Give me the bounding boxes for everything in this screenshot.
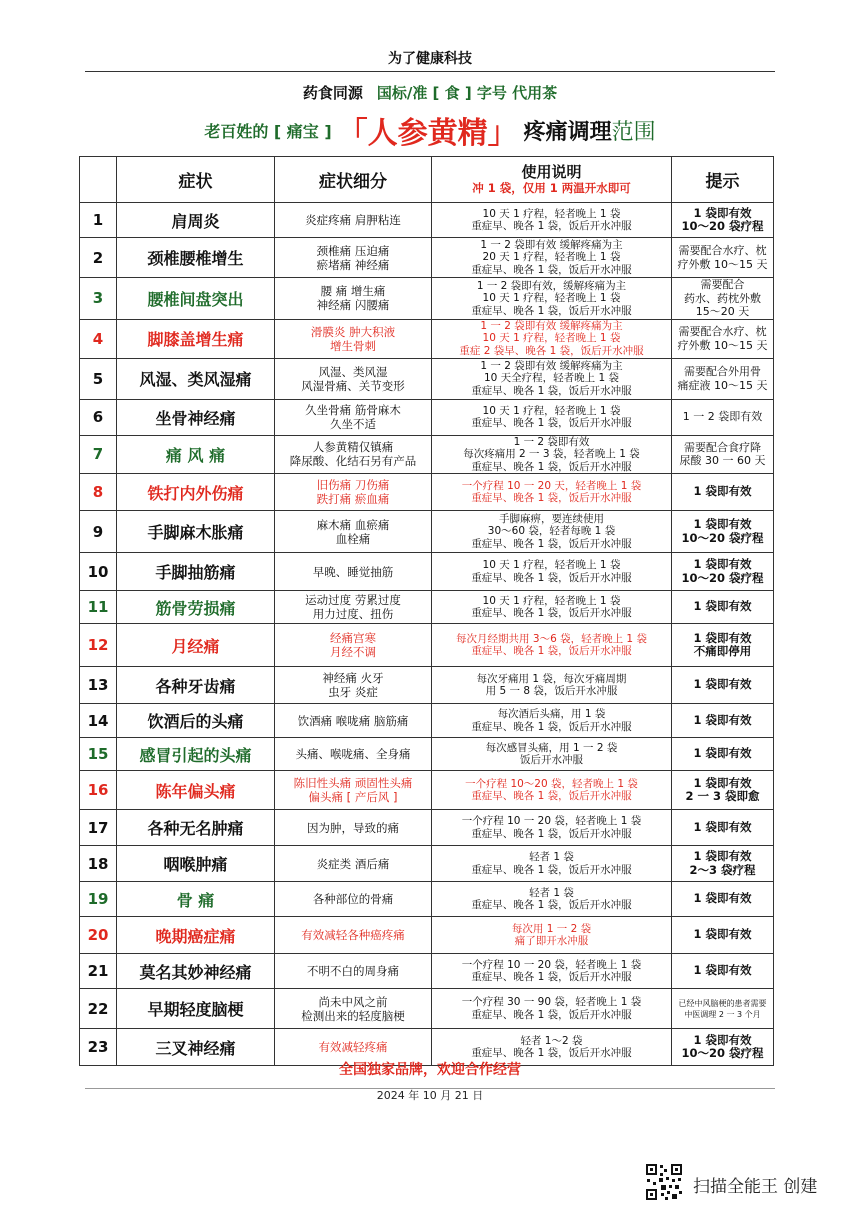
- usage-cell: [432, 435, 672, 474]
- tip-cell-line: 尿酸 30 一 60 天: [679, 454, 766, 468]
- subheading: [0, 82, 860, 103]
- usage-cell-line: 重症早、晚各 1 袋，饭后开水冲服: [471, 720, 632, 733]
- usage-cell-line: 手脚麻痹，要连续使用: [499, 512, 604, 525]
- symptom-cell: 各种牙齿痛: [117, 667, 275, 704]
- symptom-detail-cell-line: 早晚、睡觉抽筋: [312, 564, 394, 579]
- table-row: [80, 846, 774, 882]
- header-symptom: 症状: [117, 157, 275, 203]
- symptom-cell: 筋骨劳损痛: [117, 591, 275, 624]
- usage-cell: [432, 738, 672, 771]
- symptom-detail-cell: [275, 989, 432, 1029]
- tip-cell-line: 10～20 袋疗程: [681, 219, 764, 233]
- symptom-detail-cell-line: 神经痛 火牙: [322, 671, 384, 685]
- table-row: [80, 738, 774, 771]
- usage-cell-line: 轻者 1～2 袋: [520, 1034, 583, 1047]
- symptom-cell: 手脚抽筋痛: [117, 553, 275, 591]
- symptom-detail-cell-line: 有效减轻各种癌疼痛: [301, 928, 405, 942]
- tip-cell: [672, 771, 774, 810]
- qr-code-icon: [645, 1163, 683, 1201]
- usage-cell: [432, 203, 672, 238]
- row-number: 14: [80, 704, 117, 738]
- usage-cell-line: 10 天 1 疗程，轻者晚上 1 袋: [482, 559, 621, 571]
- tip-cell: [672, 203, 774, 238]
- table-row: [80, 278, 774, 320]
- usage-cell-line: 每次感冒头痛，用 1 一 2 袋: [485, 741, 618, 754]
- symptom-detail-cell: [275, 810, 432, 846]
- usage-cell: [432, 989, 672, 1029]
- subheading-part1: 药食同源: [302, 84, 363, 102]
- symptom-detail-cell-line: 虫牙 炎症: [328, 685, 378, 699]
- symptom-detail-cell-line: 陈旧性头痛 顽固性头痛: [293, 776, 413, 790]
- row-number: 23: [80, 1029, 117, 1066]
- row-number: 6: [80, 399, 117, 435]
- usage-cell-line: 每次用 1 一 2 袋: [511, 922, 592, 935]
- footer-date: 2024 年 10 月 21 日: [376, 1089, 484, 1102]
- symptom-cell: 痛 风 痛: [117, 435, 275, 474]
- tip-cell-line: 需要配合水疗、枕: [678, 325, 767, 338]
- tip-cell-line: 1 袋即有效: [693, 746, 752, 761]
- usage-cell-line: 痛了即开水冲服: [514, 935, 589, 947]
- table-row: [80, 771, 774, 810]
- tip-cell-line: 1 袋即有效: [693, 677, 752, 692]
- tip-cell-line: 1 袋即有效: [693, 599, 752, 614]
- symptom-cell: 腰椎间盘突出: [117, 278, 275, 320]
- tip-cell-line: 1 袋即有效: [693, 712, 752, 727]
- symptom-cell: 脚膝盖增生痛: [117, 319, 275, 358]
- symptom-detail-cell-line: 久坐骨痛 筋骨麻木: [305, 403, 401, 417]
- tip-cell: [672, 238, 774, 278]
- header-number: [80, 157, 117, 203]
- tip-cell-line: 中医调理 2 一 3 个月: [684, 1009, 761, 1019]
- table-row: [80, 591, 774, 624]
- tip-cell-line: 1 袋即有效: [693, 927, 752, 942]
- row-number: 13: [80, 667, 117, 704]
- symptom-detail-cell-line: 降尿酸、化结石另有产品: [289, 454, 417, 469]
- tip-cell-line: 痛症液 10～15 天: [677, 378, 768, 392]
- tip-cell-line: 10～20 袋疗程: [681, 570, 764, 585]
- usage-cell-line: 重症早、晚各 1 袋，饭后开水冲服: [471, 971, 632, 983]
- usage-cell-line: 轻者 1 袋: [529, 851, 574, 863]
- tip-cell-line: 不痛即停用: [693, 644, 752, 658]
- header-tip: 提示: [672, 157, 774, 203]
- tip-cell: [672, 738, 774, 771]
- symptom-detail-cell-line: 风湿骨痛、关节变形: [301, 378, 405, 393]
- tip-cell-line: 1 袋即有效: [693, 557, 752, 571]
- usage-cell: [432, 358, 672, 399]
- usage-cell-line: 重症早、晚各 1 袋，饭后开水冲服: [471, 863, 632, 876]
- row-number: 4: [80, 319, 117, 358]
- table-row: [80, 203, 774, 238]
- tip-cell-line: 需要配合外用骨: [684, 365, 761, 378]
- usage-cell: [432, 553, 672, 591]
- usage-cell-line: 重症早、晚各 1 袋，饭后开水冲服: [471, 607, 632, 619]
- usage-cell-line: 1 一 2 袋即有效: [513, 435, 590, 448]
- symptom-detail-cell: [275, 704, 432, 738]
- table-body: [80, 203, 774, 1066]
- symptom-detail-cell-line: 血栓痛: [335, 531, 371, 546]
- symptom-detail-cell-line: 因为肿，导致的痛: [307, 820, 399, 835]
- footer-slogan: 全国独家品牌，欢迎合作经营: [339, 1062, 521, 1078]
- symptom-detail-cell-line: 偏头痛 [ 产后风 ]: [308, 790, 398, 804]
- symptom-detail-cell-line: 月经不调: [330, 645, 376, 659]
- usage-cell: [432, 278, 672, 320]
- title-suffix-2: 范围: [611, 119, 656, 145]
- header-usage: [432, 157, 672, 203]
- row-number: 20: [80, 917, 117, 954]
- table-row: [80, 624, 774, 667]
- tip-cell-line: 1 袋即有效: [693, 205, 752, 220]
- tip-cell-line: 1 袋即有效: [693, 517, 752, 531]
- tip-cell-line: 需要配合水疗、枕: [678, 244, 767, 257]
- usage-cell-line: 重症早、晚各 1 袋，饭后开水冲服: [471, 417, 632, 429]
- usage-cell-line: 轻者 1 袋: [529, 886, 574, 899]
- usage-cell-line: 20 天 1 疗程，轻者晚上 1 袋: [482, 251, 621, 264]
- usage-cell-line: 重症早、晚各 1 袋，饭后开水冲服: [471, 827, 632, 840]
- symptom-cell: 感冒引起的头痛: [117, 738, 275, 771]
- tip-cell-line: 2～3 袋疗程: [689, 862, 756, 877]
- symptom-detail-cell-line: 人参黄精仅镇痛: [312, 440, 394, 455]
- usage-cell-line: 10 天 1 疗程，轻者晚上 1 袋: [482, 292, 621, 304]
- symptom-detail-cell-line: 有效减轻疼痛: [318, 1040, 388, 1054]
- usage-cell-line: 1 一 2 袋即有效，缓解疼痛为主: [476, 279, 627, 292]
- usage-cell-line: 饭后开水冲服: [520, 754, 583, 766]
- tip-cell: [672, 917, 774, 954]
- usage-cell-line: 每次月经期共用 3～6 袋，轻者晚上 1 袋: [456, 632, 647, 645]
- table-row: [80, 319, 774, 358]
- scanner-watermark: [645, 1163, 845, 1203]
- symptom-detail-cell-line: 检测出来的轻度脑梗: [301, 1008, 405, 1023]
- symptom-detail-cell: [275, 319, 432, 358]
- table-row: [80, 553, 774, 591]
- usage-cell-line: 重症早、晚各 1 袋，饭后开水冲服: [471, 1047, 632, 1059]
- tip-cell-line: 1 袋即有效: [693, 630, 752, 645]
- row-number: 12: [80, 624, 117, 667]
- symptom-cell: 月经痛: [117, 624, 275, 667]
- tip-cell-line: 1 袋即有效: [693, 963, 752, 978]
- tip-cell-line: 10～20 袋疗程: [681, 1046, 764, 1060]
- tip-cell-line: 1 袋即有效: [693, 775, 752, 790]
- tip-cell: [672, 319, 774, 358]
- table-row: [80, 358, 774, 399]
- row-number: 8: [80, 474, 117, 511]
- symptom-detail-cell: [275, 474, 432, 511]
- symptom-cell: 咽喉肿痛: [117, 846, 275, 882]
- title-suffix: 疼痛调理: [523, 119, 612, 145]
- subheading-part2: 国标/准 [ 食 ] 字号 代用茶: [376, 84, 558, 102]
- table-row: [80, 511, 774, 553]
- table-row: [80, 474, 774, 511]
- symptom-cell: 骨 痛: [117, 882, 275, 917]
- symptom-detail-cell: [275, 511, 432, 553]
- symptom-detail-cell-line: 头痛、喉咙痛、全身痛: [295, 747, 411, 761]
- symptom-detail-cell: [275, 278, 432, 320]
- table-row: [80, 917, 774, 954]
- tip-cell-line: 1 袋即有效: [693, 819, 752, 834]
- symptom-detail-cell: [275, 435, 432, 474]
- symptom-detail-cell-line: 久坐不适: [330, 417, 376, 431]
- symptom-detail-cell: [275, 358, 432, 399]
- usage-cell: [432, 846, 672, 882]
- usage-cell-line: 1 一 2 袋即有效 缓解疼痛为主: [480, 319, 623, 332]
- usage-cell-line: 用 5 一 8 袋，饭后开水冲服: [485, 685, 618, 697]
- usage-cell-line: 一个疗程 10～20 袋，轻者晚上 1 袋: [465, 777, 638, 790]
- usage-cell-line: 每次牙痛用 1 袋，每次牙痛周期: [476, 672, 627, 685]
- table-row: [80, 882, 774, 917]
- usage-cell: [432, 667, 672, 704]
- symptom-detail-cell-line: 不明不白的周身痛: [307, 964, 399, 978]
- usage-cell-line: 重症早、晚各 1 袋，饭后开水冲服: [471, 220, 632, 232]
- table-row: [80, 667, 774, 704]
- row-number: 3: [80, 278, 117, 320]
- row-number: 11: [80, 591, 117, 624]
- tip-cell-line: 1 袋即有效: [693, 891, 752, 906]
- symptom-detail-cell-line: 各种部位的骨痛: [312, 892, 394, 906]
- usage-cell: [432, 511, 672, 553]
- symptom-detail-cell-line: 运动过度 劳累过度: [305, 593, 401, 607]
- symptom-cell: 各种无名肿痛: [117, 810, 275, 846]
- row-number: 10: [80, 553, 117, 591]
- symptom-detail-cell: [275, 882, 432, 917]
- usage-cell-line: 重症早、晚各 1 袋，饭后开水冲服: [471, 460, 632, 473]
- row-number: 1: [80, 203, 117, 238]
- symptom-detail-cell-line: 风湿、类风湿: [318, 364, 388, 379]
- usage-cell-line: 一个疗程 10 一 20 袋，轻者晚上 1 袋: [461, 815, 642, 827]
- usage-cell: [432, 810, 672, 846]
- tip-cell-line: 2 一 3 袋即愈: [685, 789, 760, 803]
- row-number: 19: [80, 882, 117, 917]
- usage-cell-line: 一个疗程 30 一 90 袋，轻者晚上 1 袋: [461, 996, 642, 1008]
- usage-cell: [432, 882, 672, 917]
- usage-cell-line: 每次疼痛用 2 一 3 袋，轻者晚上 1 袋: [463, 448, 640, 460]
- usage-cell-line: 重症早、晚各 1 袋，饭后开水冲服: [471, 1008, 632, 1021]
- symptom-cell: 莫名其妙神经痛: [117, 954, 275, 989]
- symptom-detail-cell-line: 滑膜炎 肿大积液: [310, 324, 396, 339]
- row-number: 17: [80, 810, 117, 846]
- usage-cell-line: 每次酒后头痛，用 1 袋: [497, 708, 606, 720]
- tip-cell: [672, 989, 774, 1029]
- row-number: 16: [80, 771, 117, 810]
- table-row: [80, 810, 774, 846]
- usage-cell-line: 10 天 1 疗程，轻者晚上 1 袋: [482, 207, 621, 220]
- tip-cell: [672, 435, 774, 474]
- symptom-detail-cell: [275, 553, 432, 591]
- tip-cell: [672, 511, 774, 553]
- symptom-detail-cell: [275, 667, 432, 704]
- symptom-cell: 颈椎腰椎增生: [117, 238, 275, 278]
- usage-cell-line: 10 天 1 疗程，轻者晚上 1 袋: [482, 594, 621, 607]
- symptom-detail-cell-line: 增生骨刺: [330, 338, 376, 353]
- symptom-detail-cell: [275, 399, 432, 435]
- symptom-detail-cell: [275, 738, 432, 771]
- row-number: 7: [80, 435, 117, 474]
- symptom-detail-cell: [275, 624, 432, 667]
- tip-cell-line: 疗外敷 10～15 天: [677, 338, 768, 352]
- symptom-detail-cell-line: 旧伤痛 刀伤痛: [316, 478, 390, 492]
- usage-cell-line: 重症 2 袋早、晚各 1 袋，饭后开水冲服: [459, 344, 644, 357]
- symptom-cell: 手脚麻木胀痛: [117, 511, 275, 553]
- usage-cell: [432, 704, 672, 738]
- symptom-detail-cell-line: 跌打痛 瘀血痛: [316, 492, 390, 506]
- usage-cell: [432, 954, 672, 989]
- usage-cell: [432, 917, 672, 954]
- tip-cell-line: 1 一 2 袋即有效: [682, 410, 763, 424]
- tip-cell: [672, 278, 774, 320]
- row-number: 18: [80, 846, 117, 882]
- tip-cell: [672, 704, 774, 738]
- symptom-detail-cell: [275, 238, 432, 278]
- usage-cell-line: 重症早、晚各 1 袋，饭后开水冲服: [471, 790, 632, 802]
- usage-cell-line: 一个疗程 10 一 20 天，轻者晚上 1 袋: [461, 479, 642, 492]
- symptom-cell: 陈年偏头痛: [117, 771, 275, 810]
- symptom-cell: 坐骨神经痛: [117, 399, 275, 435]
- usage-cell: [432, 624, 672, 667]
- usage-cell: [432, 591, 672, 624]
- symptom-detail-cell-line: 炎症类 酒后痛: [316, 856, 390, 871]
- usage-cell-line: 重症早、晚各 1 袋，饭后开水冲服: [471, 492, 632, 504]
- symptom-cell: 铁打内外伤痛: [117, 474, 275, 511]
- tip-cell: [672, 810, 774, 846]
- symptom-detail-cell: [275, 846, 432, 882]
- symptom-detail-cell-line: 神经痛 闪腰痛: [316, 298, 390, 313]
- tip-cell: [672, 358, 774, 399]
- usage-cell-line: 重症早、晚各 1 袋，饭后开水冲服: [471, 645, 632, 657]
- usage-cell: [432, 474, 672, 511]
- row-number: 15: [80, 738, 117, 771]
- tip-cell-line: 1 袋即有效: [693, 1032, 752, 1047]
- row-number: 5: [80, 358, 117, 399]
- symptom-detail-cell: [275, 203, 432, 238]
- scanner-watermark-text: 扫描全能王 创建: [693, 1177, 818, 1197]
- tip-cell-line: 药水、药枕外敷: [684, 291, 761, 305]
- usage-cell-line: 一个疗程 10 一 20 袋，轻者晚上 1 袋: [461, 958, 642, 971]
- tip-cell-line: 1 袋即有效: [693, 484, 752, 499]
- title-brand: 「人参黄精」: [337, 116, 518, 151]
- symptom-cell: 晚期癌症痛: [117, 917, 275, 954]
- tip-cell-line: 已经中风脑梗的患者需要: [678, 998, 767, 1008]
- tip-cell: [672, 882, 774, 917]
- usage-cell-line: 重症早、晚各 1 袋，饭后开水冲服: [471, 384, 632, 397]
- row-number: 2: [80, 238, 117, 278]
- tip-cell-line: 需要配合食疗降: [684, 440, 761, 454]
- symptom-detail-cell-line: 经痛宫寒: [330, 631, 376, 645]
- symptom-detail-cell: [275, 917, 432, 954]
- tip-cell-line: 10～20 袋疗程: [681, 530, 764, 545]
- usage-cell-line: 1 一 2 袋即有效 缓解疼痛为主: [480, 238, 623, 251]
- usage-cell: [432, 238, 672, 278]
- usage-cell: [432, 771, 672, 810]
- tip-cell: [672, 954, 774, 989]
- table-row: [80, 989, 774, 1029]
- header-usage-note: 冲 1 袋，仅用 1 两温开水即可: [472, 181, 631, 195]
- usage-cell-line: 重症早、晚各 1 袋，饭后开水冲服: [471, 899, 632, 911]
- tip-cell-line: 需要配合: [700, 278, 745, 291]
- usage-cell-line: 重症早、晚各 1 袋，饭后开水冲服: [471, 537, 632, 550]
- symptom-detail-cell-line: 用力过度、扭伤: [312, 607, 394, 621]
- table-row: [80, 238, 774, 278]
- company-name: 为了健康科技: [388, 51, 472, 67]
- symptom-detail-cell-line: 颈椎痛 压迫痛: [316, 243, 390, 258]
- row-number: 9: [80, 511, 117, 553]
- tip-cell: [672, 846, 774, 882]
- usage-cell-line: 10 天全疗程，轻者晚上 1 袋: [483, 372, 620, 385]
- usage-cell: [432, 319, 672, 358]
- pain-range-table: [79, 156, 774, 1066]
- tip-cell-line: 1 袋即有效: [693, 849, 752, 863]
- tip-cell: [672, 553, 774, 591]
- row-number: 22: [80, 989, 117, 1029]
- symptom-detail-cell: [275, 771, 432, 810]
- usage-cell-line: 30～60 袋，轻者每晚 1 袋: [487, 525, 616, 538]
- symptom-detail-cell-line: 麻木痛 血瘀痛: [316, 517, 390, 532]
- table-header-row: [80, 157, 774, 203]
- symptom-cell: 饮酒后的头痛: [117, 704, 275, 738]
- tip-cell: [672, 624, 774, 667]
- symptom-detail-cell: [275, 954, 432, 989]
- tip-cell: [672, 474, 774, 511]
- table-row: [80, 435, 774, 474]
- symptom-detail-cell: [275, 591, 432, 624]
- table-row: [80, 704, 774, 738]
- symptom-cell: 肩周炎: [117, 203, 275, 238]
- header-detail: 症状细分: [275, 157, 432, 203]
- tip-cell-line: 疗外敷 10～15 天: [677, 257, 768, 271]
- symptom-detail-cell-line: 腰 痛 增生痛: [320, 284, 386, 299]
- page-title: [0, 108, 860, 152]
- table-row: [80, 954, 774, 989]
- usage-cell-line: 10 天 1 疗程，轻者晚上 1 袋: [482, 332, 621, 345]
- symptom-detail-cell-line: 炎症疼痛 肩胛粘连: [305, 213, 401, 227]
- usage-cell-line: 重症早、晚各 1 袋，饭后开水冲服: [471, 571, 632, 584]
- usage-cell-line: 重症早、晚各 1 袋，饭后开水冲服: [471, 304, 632, 317]
- symptom-detail-cell-line: 饮酒痛 喉咙痛 脑筋痛: [297, 713, 409, 728]
- tip-cell: [672, 667, 774, 704]
- header-usage-title: 使用说明: [521, 163, 582, 181]
- symptom-detail-cell-line: 尚未中风之前: [318, 994, 388, 1009]
- usage-cell-line: 重症早、晚各 1 袋，饭后开水冲服: [471, 263, 632, 276]
- symptom-detail-cell-line: 瘀堵痛 神经痛: [316, 257, 390, 272]
- title-prefix: 老百姓的 [ 痛宝 ]: [204, 121, 332, 141]
- symptom-cell: 早期轻度脑梗: [117, 989, 275, 1029]
- usage-cell: [432, 399, 672, 435]
- tip-cell-line: 15～20 天: [695, 305, 750, 318]
- tip-cell: [672, 591, 774, 624]
- symptom-cell: 风湿、类风湿痛: [117, 358, 275, 399]
- tip-cell: [672, 399, 774, 435]
- usage-cell-line: 10 天 1 疗程，轻者晚上 1 袋: [482, 404, 621, 417]
- table-row: [80, 399, 774, 435]
- usage-cell-line: 1 一 2 袋即有效 缓解疼痛为主: [480, 359, 623, 372]
- header-divider: [85, 71, 775, 72]
- row-number: 21: [80, 954, 117, 989]
- symptom-cell: 三叉神经痛: [117, 1029, 275, 1066]
